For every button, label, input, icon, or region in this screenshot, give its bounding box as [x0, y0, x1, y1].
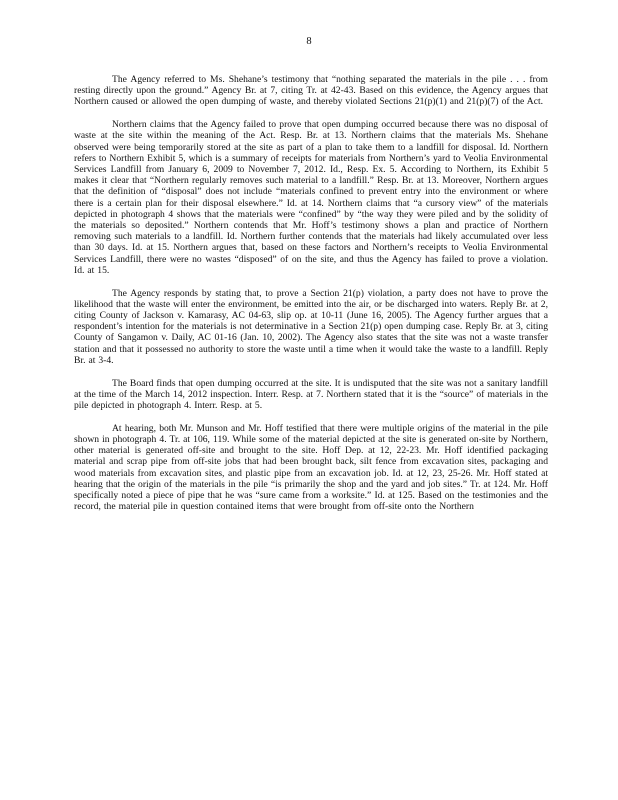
paragraph-agency-referred: The Agency referred to Ms. Shehane’s testimony that “nothing separated the materials in the pile . . . from resting directly upon the ground.” Agency Br. at 7, citing Tr. at 42-43. Based on this evidence, the Agency argues that Northern caused or allowed the open dumping of waste, and thereby violated Sections 21(p)(1) and 21(p)(7) of the Act.	[74, 74, 548, 108]
document-body	[74, 74, 548, 524]
paragraph-board-finds: The Board finds that open dumping occurred at the site. It is undisputed that the site was not a sanitary landfill at the time of the March 14, 2012 inspection. Interr. Resp. at 7. Northern stated that it is the “source” of materials in the pile depicted in photograph 4. Interr. Resp. at 5.	[74, 377, 548, 412]
paragraph-northern-claims: Northern claims that the Agency failed to prove that open dumping occurred because there was no disposal of waste at the site within the meaning of the Act. Resp. Br. at 13. Northern claims that the materials Ms. Shehane observed were being temporarily stored at the site as part of a plan to take them to a landfill for disposal. Id. Northern refers to Northern Exhibit 5, which is a summary of receipts for materials from Northern’s yard to Veolia Environmental Services Landfill from January 6, 2009 to November 7, 2012. Id., Resp. Ex. 5. According to Northern, its Exhibit 5 makes it clear that “Northern regularly removes such material to a landfill.” Resp. Br. at 13. Moreover, Northern argues that the definition of “disposal” does not include “materials confined to prevent entry into the environment or where there is a certain plan for their disposal elsewhere.” Id. at 14. Northern claims that “a cursory view” of the materials depicted in photograph 4 shows that the materials were “confined” by “the way they were piled and by the solidity of the materials so deposited.” Northern contends that Mr. Hoff’s testimony shows a plan and practice of Northern removing such materials to a landfill. Id. Northern further contends that the materials had likely accumulated over less than 30 days. Id. at 15. Northern argues that, based on these factors and Northern’s receipts to Veolia Environmental Services Landfill, there were no wastes “disposed” of on the site, and thus the Agency has failed to prove a violation. Id. at 15.	[74, 119, 548, 276]
page-number: 8	[306, 36, 312, 47]
paragraph-at-hearing: At hearing, both Mr. Munson and Mr. Hoff testified that there were multiple origins of the material in the pile shown in photograph 4. Tr. at 106, 119. While some of the material depicted at the site is generated on-site by Northern, other material is generated off-site and brought to the site. Hoff Dep. at 12, 22-23. Mr. Hoff identified packaging material and scrap pipe from off-site jobs that had been brought back, silt fence from excavation sites, packaging and wood materials from excavation sites, and plastic pipe from an excavation job. Id. at 12, 23, 25-26. Mr. Hoff stated at hearing that the origin of the materials in the pile “is primarily the shop and the yard and job sites.” Tr. at 124. Mr. Hoff specifically noted a piece of pipe that he was “sure came from a worksite.” Id. at 125. Based on the testimonies and the record, the material pile in question contained items that were brought from off-site onto the Northern	[74, 422, 548, 513]
paragraph-agency-responds: The Agency responds by stating that, to prove a Section 21(p) violation, a party does not have to prove the likelihood that the waste will enter the environment, be emitted into the air, or be discharged into waters. Reply Br. at 2, citing County of Jackson v. Kamarasy, AC 04-63, slip op. at 10-11 (June 16, 2005). The Agency further argues that a respondent’s intention for the materials is not determinative in a Section 21(p) open dumping case. Reply Br. at 3, citing County of Sangamon v. Daily, AC 01-16 (Jan. 10, 2002). The Agency also states that the site was not a waste transfer station and that it possessed no authority to store the waste until a time when it would take the waste to a landfill. Reply Br. at 3-4.	[74, 287, 548, 366]
